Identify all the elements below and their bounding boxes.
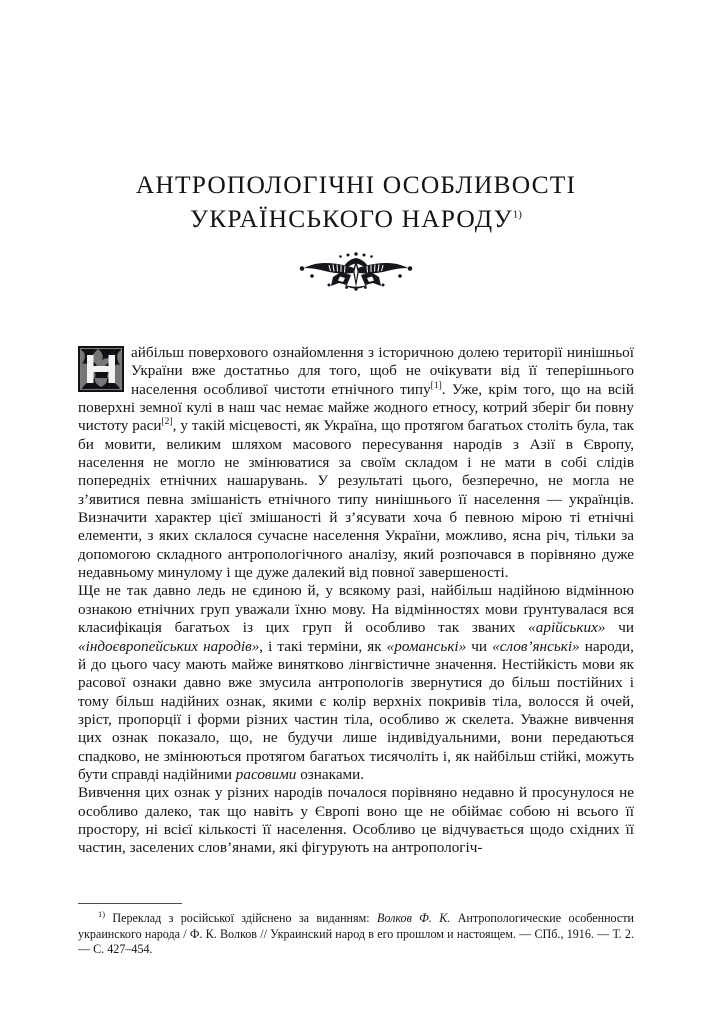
body-text-column bbox=[78, 344, 634, 858]
italic-run: «слов’янські» bbox=[492, 637, 580, 655]
typographic-ornament-icon bbox=[281, 248, 431, 292]
italic-run: «романські» bbox=[386, 637, 467, 655]
paragraph-2 bbox=[78, 582, 634, 784]
footnote-area bbox=[78, 903, 634, 958]
dropcap-initial-icon bbox=[78, 346, 124, 392]
footnote-reference: [1] bbox=[430, 380, 442, 391]
italic-run: «арійських» bbox=[528, 619, 606, 637]
italic-run: Волков Ф. К. bbox=[376, 911, 451, 925]
footnote-reference: [2] bbox=[161, 417, 173, 428]
paragraph-3 bbox=[78, 784, 634, 857]
title-line-2-text: УКРАЇНСЬКОГО НАРОДУ bbox=[190, 204, 513, 233]
paragraph-2-text: Ще не так давно ледь не єдиною й, у всякому разі, найбільш надійною відмінною ознакою етнічних груп уважали їхню мову. На відмінностях мови ґрунтувалася вся класифікація багатьох із цих груп й особливо так званих «арійських» чи «індоєвропейських народів», і такі терміни, як «романські» чи «слов’янські» народи, й до цього часу мають майже винятково лінгвістичне значення. Нестійкість мови як расової ознаки давно вже змусила антропологів звернутися до більш постійних і тому більш надійних ознак, якими є колір верхніх покривів тіла, волосся й очей, зріст, пропорції і форми різних частин тіла, особливо ж скелета. Уважне вивчення цих ознак показало, що, не будучи лише індивідуальними, вони передаються спадково, не змінюються протягом багатьох тисячоліть і, як найбільш стійкі, можуть бути справді надійними расовими ознаками. bbox=[78, 582, 634, 783]
title-footnote-marker: 1) bbox=[512, 208, 522, 221]
dropcap-initial bbox=[78, 346, 124, 392]
paragraph-1 bbox=[78, 344, 634, 582]
footnote-marker: 1) bbox=[98, 909, 105, 919]
footnote-text bbox=[78, 911, 634, 958]
paragraph-3-text: Вивчення цих ознак у різних народів почалося порівняно недавно й просунулося не особливо далеко, так що навіть у Європі воно ще не обіймає собою ні всього її простору, ні всієї кількості її населення. Особливо це відчувається щодо східних її частин, заселених слов’янами, які фігурують на антропологіч- bbox=[78, 784, 634, 857]
footnote-separator-rule bbox=[78, 903, 182, 904]
ornament-divider bbox=[0, 248, 712, 292]
title-line-2 bbox=[78, 202, 634, 236]
italic-run: «індоєвропейських народів» bbox=[78, 637, 260, 655]
title-line-1: АНТРОПОЛОГІЧНІ ОСОБЛИВОСТІ bbox=[135, 170, 577, 199]
italic-run: расовими bbox=[235, 765, 297, 783]
page-title bbox=[78, 168, 634, 236]
footnote-body: Переклад з російської здійснено за виданням: Волков Ф. К. Антропологические особенности украинского народа / Ф. К. Волков // Украинский народ в его прошлом и настоящем. — СПб., 1916. — Т. 2. — С. 427–454. bbox=[78, 911, 635, 957]
paragraph-1-text: айбільш поверхового ознайомлення з історичною долею території нинішньої України вже достатньо для того, щоб не очікувати від її теперішнього населення особливої чистоти етнічного типу[1]. Уже, крім того, що на всій поверхні земної кулі в наш час немає майже жодного етносу, котрий зберіг би повну чистоту раси[2], у такій місцевості, як Україна, що протягом багатьох століть була, так би мовити, великим шляхом масового пересування народів з Азії в Європу, населення не могло не змінюватися за своїм складом і не мати в собі слідів попередніх етнічних нашарувань. У результаті цього, безперечно, не могла не з’явитися певна змішаність етнічного типу нинішнього її населення — українців. Визначити характер цієї змішаності й з’ясувати хоча б певною мірою ті етнічні елементи, з яких склалося сучасне населення України, можливо, ясна річ, тільки за допомогою складного антропологічного аналізу, який розпочався в порівняно дуже недавньому минулому і ще дуже далекий від повної завершеності. bbox=[78, 344, 634, 582]
